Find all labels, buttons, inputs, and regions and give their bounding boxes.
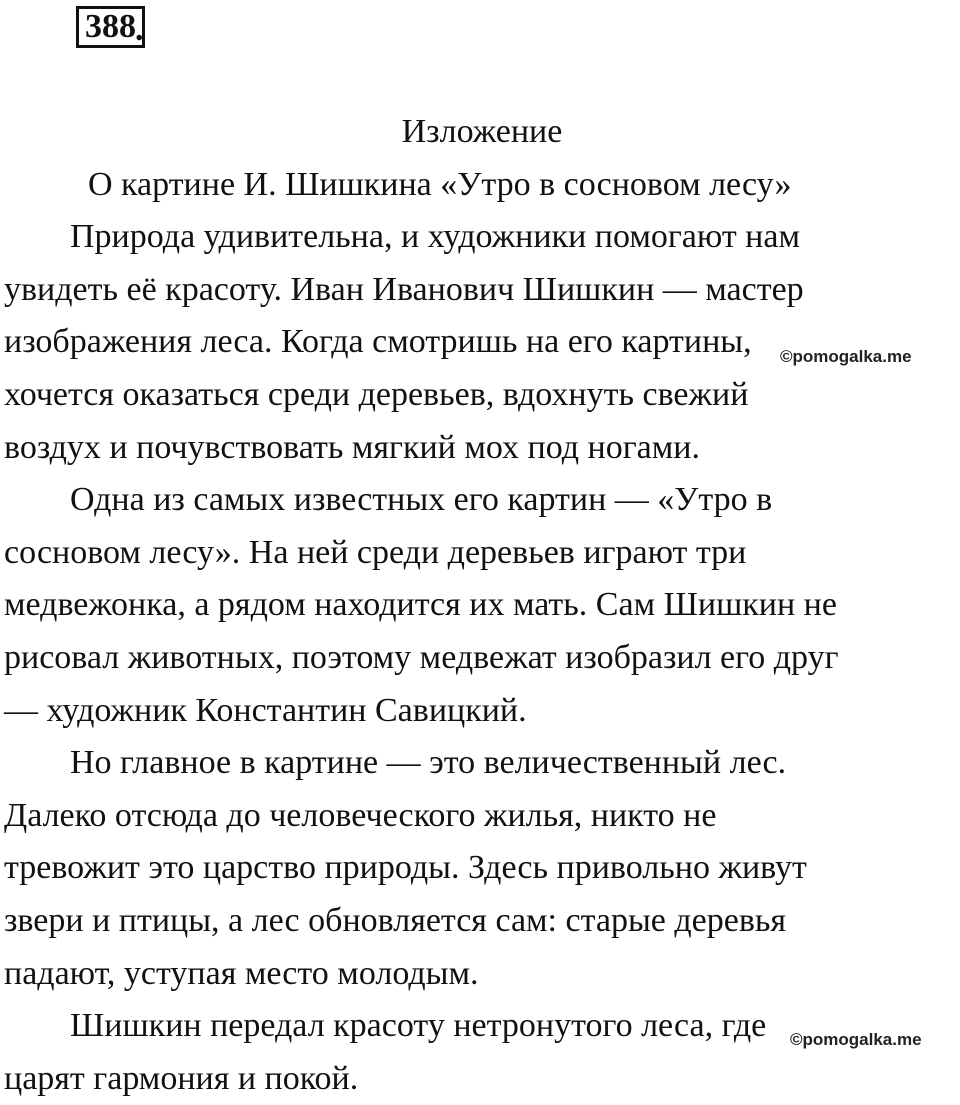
paragraph-line: Далеко отсюда до человеческого жилья, никто не [4, 796, 717, 834]
paragraph-line: Природа удивительна, и художники помогают нам [70, 218, 800, 256]
watermark: ©pomogalka.me [780, 347, 912, 366]
paragraph-line: рисовал животных, поэтому медвежат изобразил его друг [4, 638, 839, 676]
paragraph-line: медвежонка, а рядом находится их мать. Сам Шишкин не [4, 586, 837, 624]
document-subtitle: О картине И. Шишкина «Утро в сосновом лесу» [88, 165, 792, 203]
exercise-number [76, 6, 144, 48]
paragraph-line: хочется оказаться среди деревьев, вдохнуть свежий [4, 375, 749, 413]
paragraph-line: Но главное в картине — это величественный лес. [70, 744, 787, 782]
paragraph-line: — художник Константин Савицкий. [4, 691, 527, 729]
watermark: ©pomogalka.me [790, 1030, 922, 1049]
paragraph-line: Шишкин передал красоту нетронутого леса, где [70, 1007, 767, 1045]
document-title: Изложение [401, 113, 563, 150]
paragraph-line: Одна из самых известных его картин — «Утро в [70, 481, 773, 519]
exercise-number-dot: . [135, 11, 144, 48]
paragraph-line: падают, уступая место молодым. [4, 954, 479, 992]
paragraph-line: сосновом лесу». На ней среди деревьев играют три [4, 533, 747, 571]
paragraph-line: царят гармония и покой. [4, 1059, 359, 1097]
paragraph-line: изображения леса. Когда смотришь на его картины, [4, 323, 752, 361]
exercise-number-box: 388 [76, 6, 145, 48]
paragraph-line: увидеть её красоту. Иван Иванович Шишкин — мастер [4, 270, 804, 308]
paragraph-line: звери и птицы, а лес обновляется сам: старые деревья [4, 901, 787, 939]
document-body [4, 106, 960, 1105]
paragraph-line: тревожит это царство природы. Здесь привольно живут [4, 849, 807, 887]
paragraph-line: воздух и почувствовать мягкий мох под ногами. [4, 428, 700, 466]
